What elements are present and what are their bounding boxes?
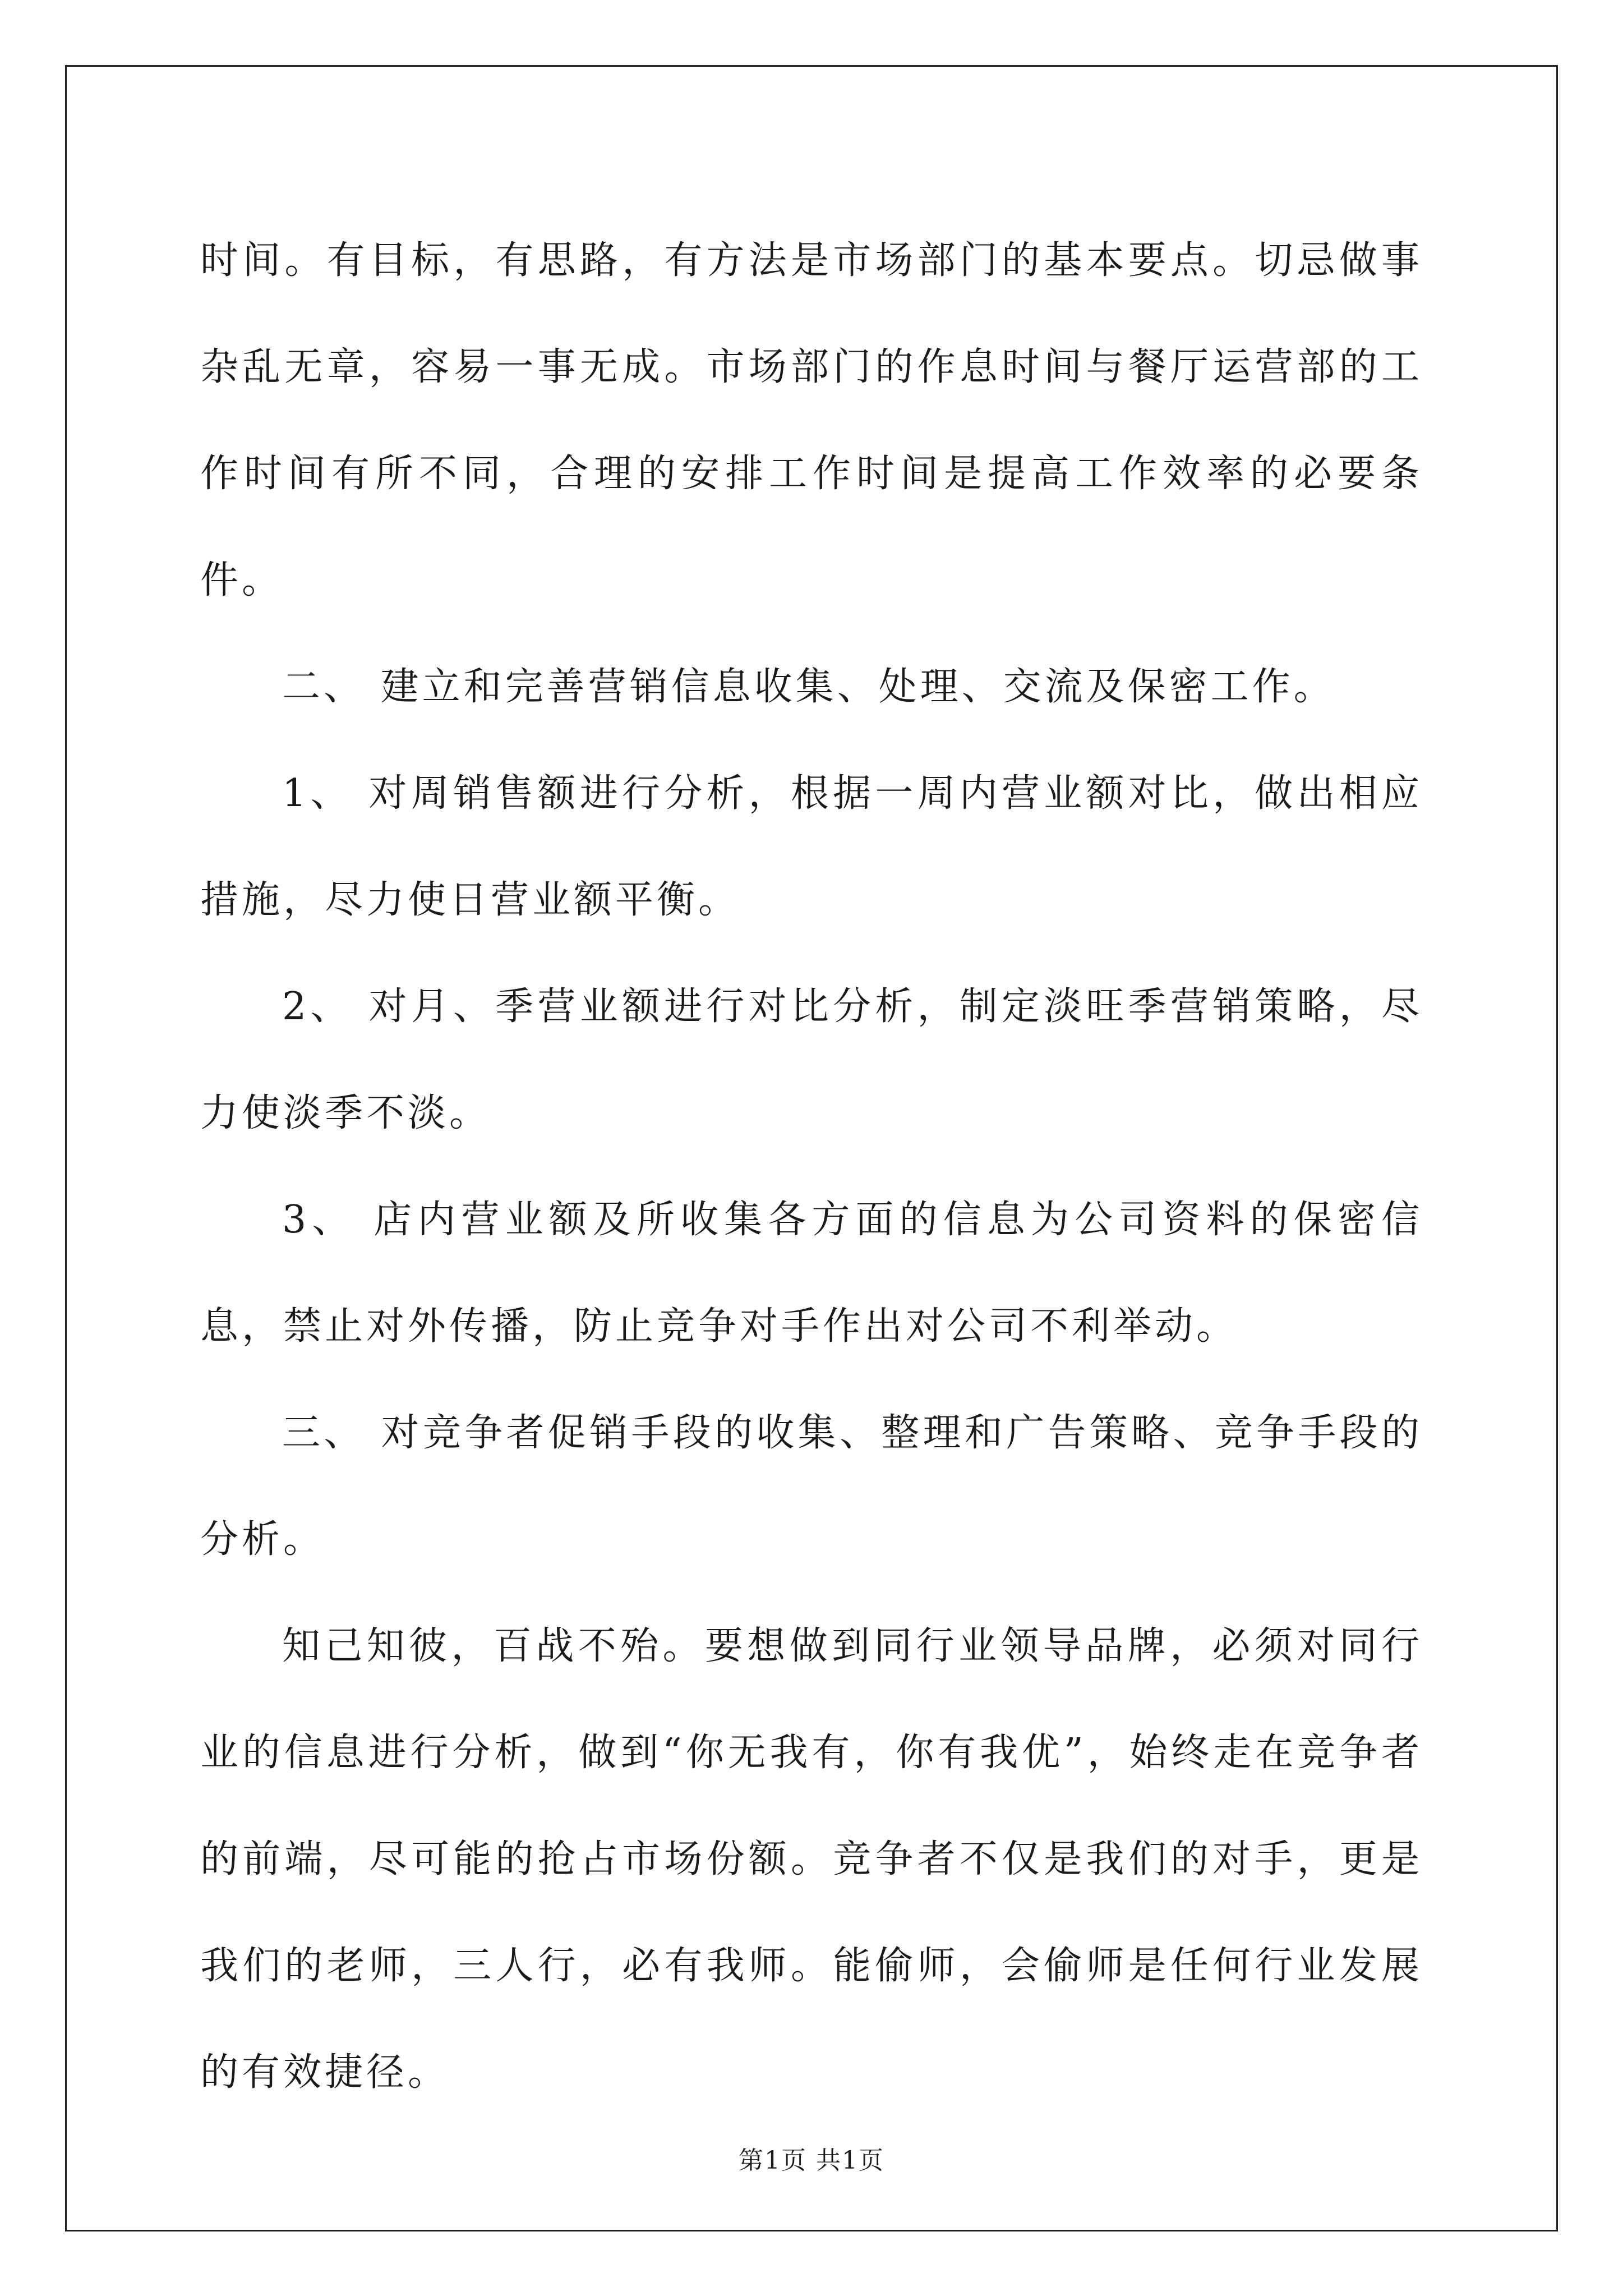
paragraph-7: 知己知彼，百战不殆。要想做到同行业领导品牌，必须对同行业的信息进行分析，做到“你无我有，你有我优”，始终走在竞争者的前端，尽可能的抢占市场份额。竞争者不仅是我们的对手，更是我们的老师，三人行，必有我师。能偷师，会偷师是任何行业发展的有效捷径。 <box>200 1624 1423 2095</box>
list-item-3: 3、 店内营业额及所收集各方面的信息为公司资料的保密信息，禁止对外传播，防止竞争对手作出对公司不利举动。 <box>200 1198 1423 1349</box>
document-body <box>200 208 1423 2126</box>
paragraph-1: 时间。有目标，有思路，有方法是市场部门的基本要点。切忌做事杂乱无章，容易一事无成。市场部门的作息时间与餐厅运营部的工作时间有所不同，合理的安排工作时间是提高工作效率的必要条件。 <box>200 238 1423 602</box>
section-heading-3: 三、 对竞争者促销手段的收集、整理和广告策略、竞争手段的分析。 <box>200 1411 1423 1562</box>
list-item-1: 1、 对周销售额进行分析，根据一周内营业额对比，做出相应措施，尽力使日营业额平衡。 <box>200 771 1423 922</box>
section-heading-2: 二、 建立和完善营销信息收集、处理、交流及保密工作。 <box>282 665 1335 709</box>
list-item-2: 2、 对月、季营业额进行对比分析，制定淡旺季营销策略，尽力使淡季不淡。 <box>200 984 1423 1135</box>
page-number-footer: 第1页 共1页 <box>739 2146 884 2175</box>
